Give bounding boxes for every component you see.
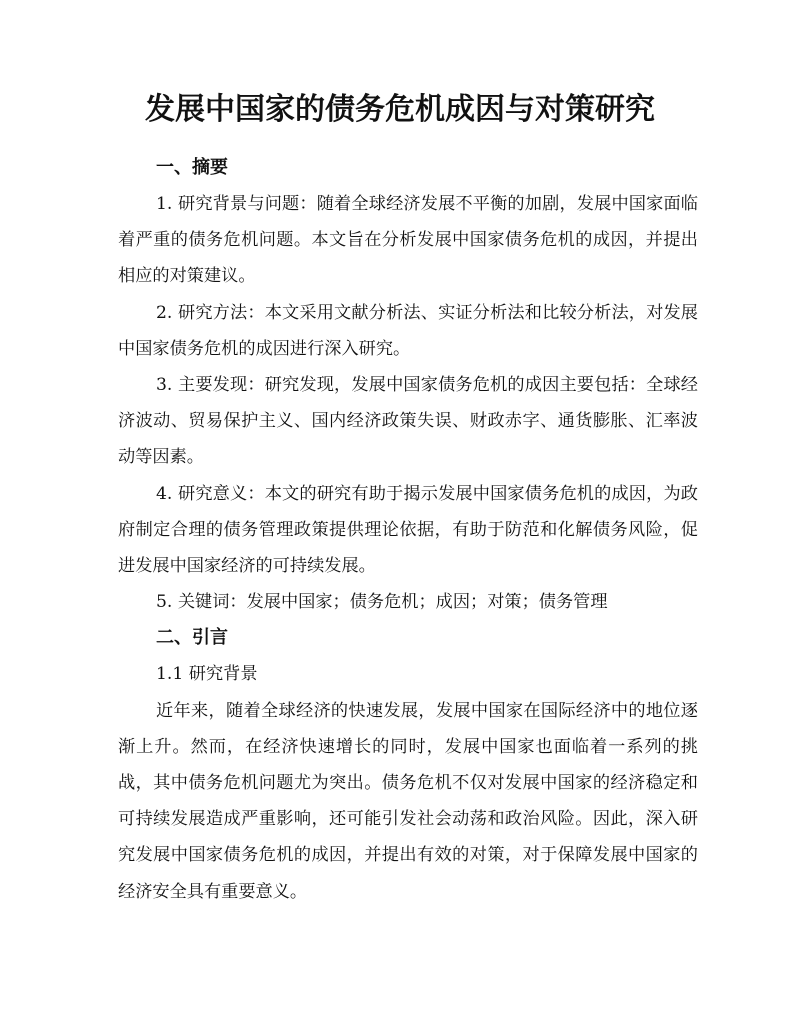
- abstract-item-background: 1. 研究背景与问题：随着全球经济发展不平衡的加剧，发展中国家面临着严重的债务危机问题。本文旨在分析发展中国家债务危机的成因，并提出相应的对策建议。: [118, 194, 698, 287]
- section-heading-introduction: 二、引言: [156, 627, 228, 649]
- document-body: [118, 150, 698, 910]
- abstract-item-findings: 3. 主要发现：研究发现，发展中国家债务危机的成因主要包括：全球经济波动、贸易保护主义、国内经济政策失误、财政赤字、通货膨胀、汇率波动等因素。: [118, 375, 698, 468]
- document-title: 发展中国家的债务危机成因与对策研究: [145, 92, 655, 127]
- introduction-paragraph: 近年来，随着全球经济的快速发展，发展中国家在国际经济中的地位逐渐上升。然而，在经济快速增长的同时，发展中国家也面临着一系列的挑战，其中债务危机问题尤为突出。债务危机不仅对发展中国家的经济稳定和可持续发展造成严重影响，还可能引发社会动荡和政治风险。因此，深入研究发展中国家债务危机的成因，并提出有效的对策，对于保障发展中国家的经济安全具有重要意义。: [118, 700, 698, 902]
- abstract-item-keywords: 5. 关键词：发展中国家；债务危机；成因；对策；债务管理: [156, 592, 608, 613]
- section-heading-abstract: 一、摘要: [156, 157, 228, 178]
- subsection-heading-background: 1.1 研究背景: [156, 664, 258, 685]
- abstract-item-significance: 4. 研究意义：本文的研究有助于揭示发展中国家债务危机的成因，为政府制定合理的债务管理政策提供理论依据，有助于防范和化解债务风险，促进发展中国家经济的可持续发展。: [118, 483, 698, 577]
- abstract-item-method: 2. 研究方法：本文采用文献分析法、实证分析法和比较分析法，对发展中国家债务危机的成因进行深入研究。: [118, 302, 698, 359]
